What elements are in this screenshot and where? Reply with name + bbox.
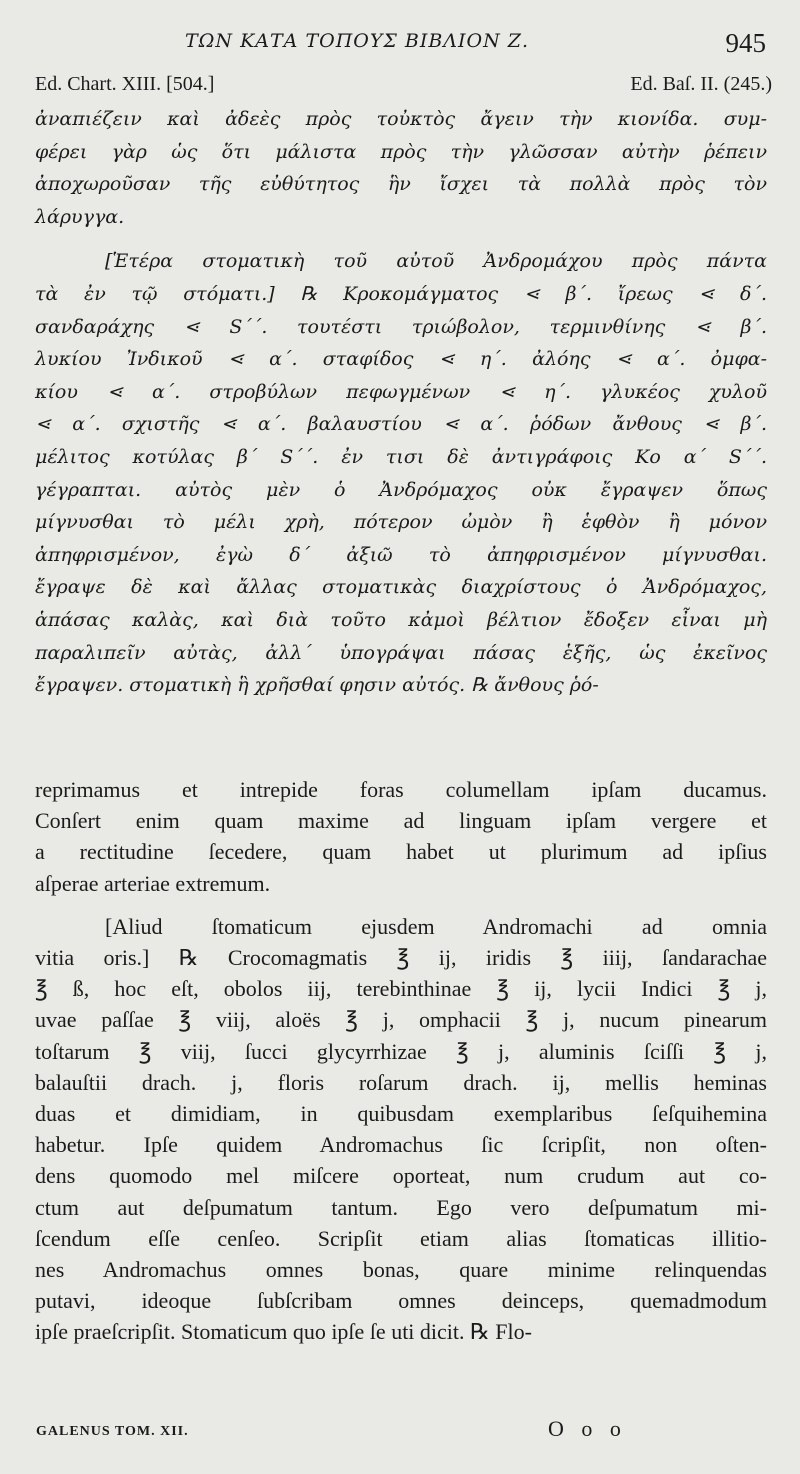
latin-text-line: balauſtii drach. j, floris roſarum drach. ij, mellis heminas — [35, 1069, 767, 1095]
latin-text-line: [Aliud ſtomaticum ejusdem Andromachi ad omnia — [105, 913, 767, 939]
greek-text-line: ἀναπιέζειν καὶ ἀδεὲς πρὸς τοὐκτὸς ἄγειν τὴν κιονίδα. συμ- — [35, 108, 767, 130]
latin-text-line: nes Andromachus omnes bonas, quare minime relinquendas — [35, 1257, 767, 1283]
greek-text-line: ἔγραψε δὲ καὶ ἄλλας στοματικὰς διαχρίστους ὁ Ἀνδρόμαχος, — [35, 576, 767, 599]
latin-text-line: habetur. Ipſe quidem Andromachus ſic ſcripſit, non oſten- — [35, 1132, 767, 1158]
latin-text-line: dens quomodo mel miſcere oporteat, num crudum aut co- — [35, 1163, 767, 1189]
page-number: 945 — [725, 28, 766, 58]
latin-text-line: Conſert enim quam maxime ad linguam ipſam vergere et — [35, 808, 767, 834]
greek-text-line: λυκίου Ἰνδικοῦ ⋖ α΄. σταφίδος ⋖ η΄. ἀλόης ⋖ α΄. ὀμφα- — [35, 348, 767, 371]
latin-text-line: toſtarum ℥ viij, ſucci glycyrrhizae ℥ j, aluminis ſciſſi ℥ j, — [35, 1038, 767, 1064]
signature-mark: O o o — [548, 1416, 627, 1441]
latin-text-line: vitia oris.] ℞ Crocomagmatis ℥ ij, iridis ℥ iiij, ſandarachae — [35, 945, 767, 971]
latin-text-block — [35, 774, 767, 1348]
footer-signature: GALENUS TOM. XII. — [36, 1424, 189, 1439]
greek-text-line: ⋖ α΄. σχιστῆς ⋖ α΄. βαλαυστίου ⋖ α΄. ῥόδων ἄνθους ⋖ β΄. — [35, 413, 767, 436]
greek-text-line: μέλιτος κοτύλας β΄ S΄΄. ἐν τισι δὲ ἀντιγράφοις Κο α΄ S΄΄. — [35, 445, 767, 468]
latin-text-line: ctum aut deſpumatum tantum. Ego vero deſpumatum mi- — [35, 1194, 767, 1220]
latin-text-line: uvae paſſae ℥ viij, aloës ℥ j, omphacii ℥ j, nucum pinearum — [35, 1007, 767, 1033]
greek-text-line: ἀποχωροῦσαν τῆς εὐθύτητος ἣν ἴσχει τὰ πολλὰ πρὸς τὸν — [35, 173, 767, 196]
greek-text-line: ἀπηφρισμένον, ἐγὼ δ΄ ἀξιῶ τὸ ἀπηφρισμένον μίγνυσθαι. — [35, 543, 767, 566]
greek-text-line: τὰ ἐν τῷ στόματι.] ℞ Κροκομάγματος ⋖ β΄. ἴρεως ⋖ δ΄. — [35, 282, 767, 305]
greek-text-line: γέγραπται. αὐτὸς μὲν ὁ Ἀνδρόμαχος οὐκ ἔγραψεν ὅπως — [35, 478, 767, 501]
latin-text-line: ſcendum eſſe cenſeo. Scripſit etiam alias ſtomaticas illitio- — [35, 1225, 767, 1251]
latin-text-line: ℥ ß, hoc eſt, obolos iij, terebinthinae ℥ ij, lycii Indici ℥ j, — [35, 976, 767, 1002]
greek-text-line: ἔγραψεν. στοματικὴ ἣ χρῆσθαί φησιν αὐτός. ℞ ἄνθους ῥό- — [35, 674, 599, 697]
latin-text-line: putavi, ideoque ſubſcribam omnes deinceps, quemadmodum — [35, 1288, 767, 1314]
latin-text-line: a rectitudine ſecedere, quam habet ut plurimum ad ipſius — [35, 839, 767, 865]
edition-reference-left: Ed. Chart. XIII. [504.] — [35, 73, 215, 95]
greek-text-line: μίγνυσθαι τὸ μέλι χρὴ, πότερον ὠμὸν ἢ ἑφθὸν ἢ μόνον — [35, 511, 767, 534]
latin-text-line: duas et dimidiam, in quibusdam exemplaribus ſeſquihemina — [35, 1101, 767, 1127]
greek-text-line: [Ἑτέρα στοματικὴ τοῦ αὐτοῦ Ἀνδρομάχου πρὸς πάντα — [105, 250, 767, 273]
edition-reference-right: Ed. Baſ. II. (245.) — [630, 73, 772, 95]
greek-text-block — [35, 103, 767, 702]
greek-text-line: φέρει γὰρ ὡς ὅτι μάλιστα πρὸς τὴν γλῶσσαν αὐτὴν ῥέπειν — [35, 140, 767, 163]
greek-text-line: παραλιπεῖν αὐτὰς, ἀλλ΄ ὑπογράψαι πάσας ἑξῆς, ὡς ἐκεῖνος — [35, 641, 767, 664]
latin-text-line: reprimamus et intrepide foras columellam ipſam ducamus. — [35, 777, 767, 802]
greek-text-line: λάρυγγα. — [35, 205, 125, 228]
running-title: ΤΩΝ ΚΑΤΑ ΤΟΠΟΥΣ ΒΙΒΛΙΟΝ Ζ. — [185, 30, 529, 52]
greek-text-line: ἁπάσας καλὰς, καὶ διὰ τοῦτο κἀμοὶ βέλτιον ἔδοξεν εἶναι μὴ — [35, 608, 767, 631]
greek-text-line: κίου ⋖ α΄. στροβύλων πεφωγμένων ⋖ η΄. γλυκέος χυλοῦ — [35, 380, 767, 403]
greek-text-line: σανδαράχης ⋖ S΄΄. τουτέστι τριώβολον, τερμινθίνης ⋖ β΄. — [35, 315, 767, 338]
latin-text-line: aſperae arteriae extremum. — [35, 870, 271, 896]
latin-text-line: ipſe praeſcripſit. Stomaticum quo ipſe ſe uti dicit. ℞ Flo- — [35, 1319, 532, 1345]
